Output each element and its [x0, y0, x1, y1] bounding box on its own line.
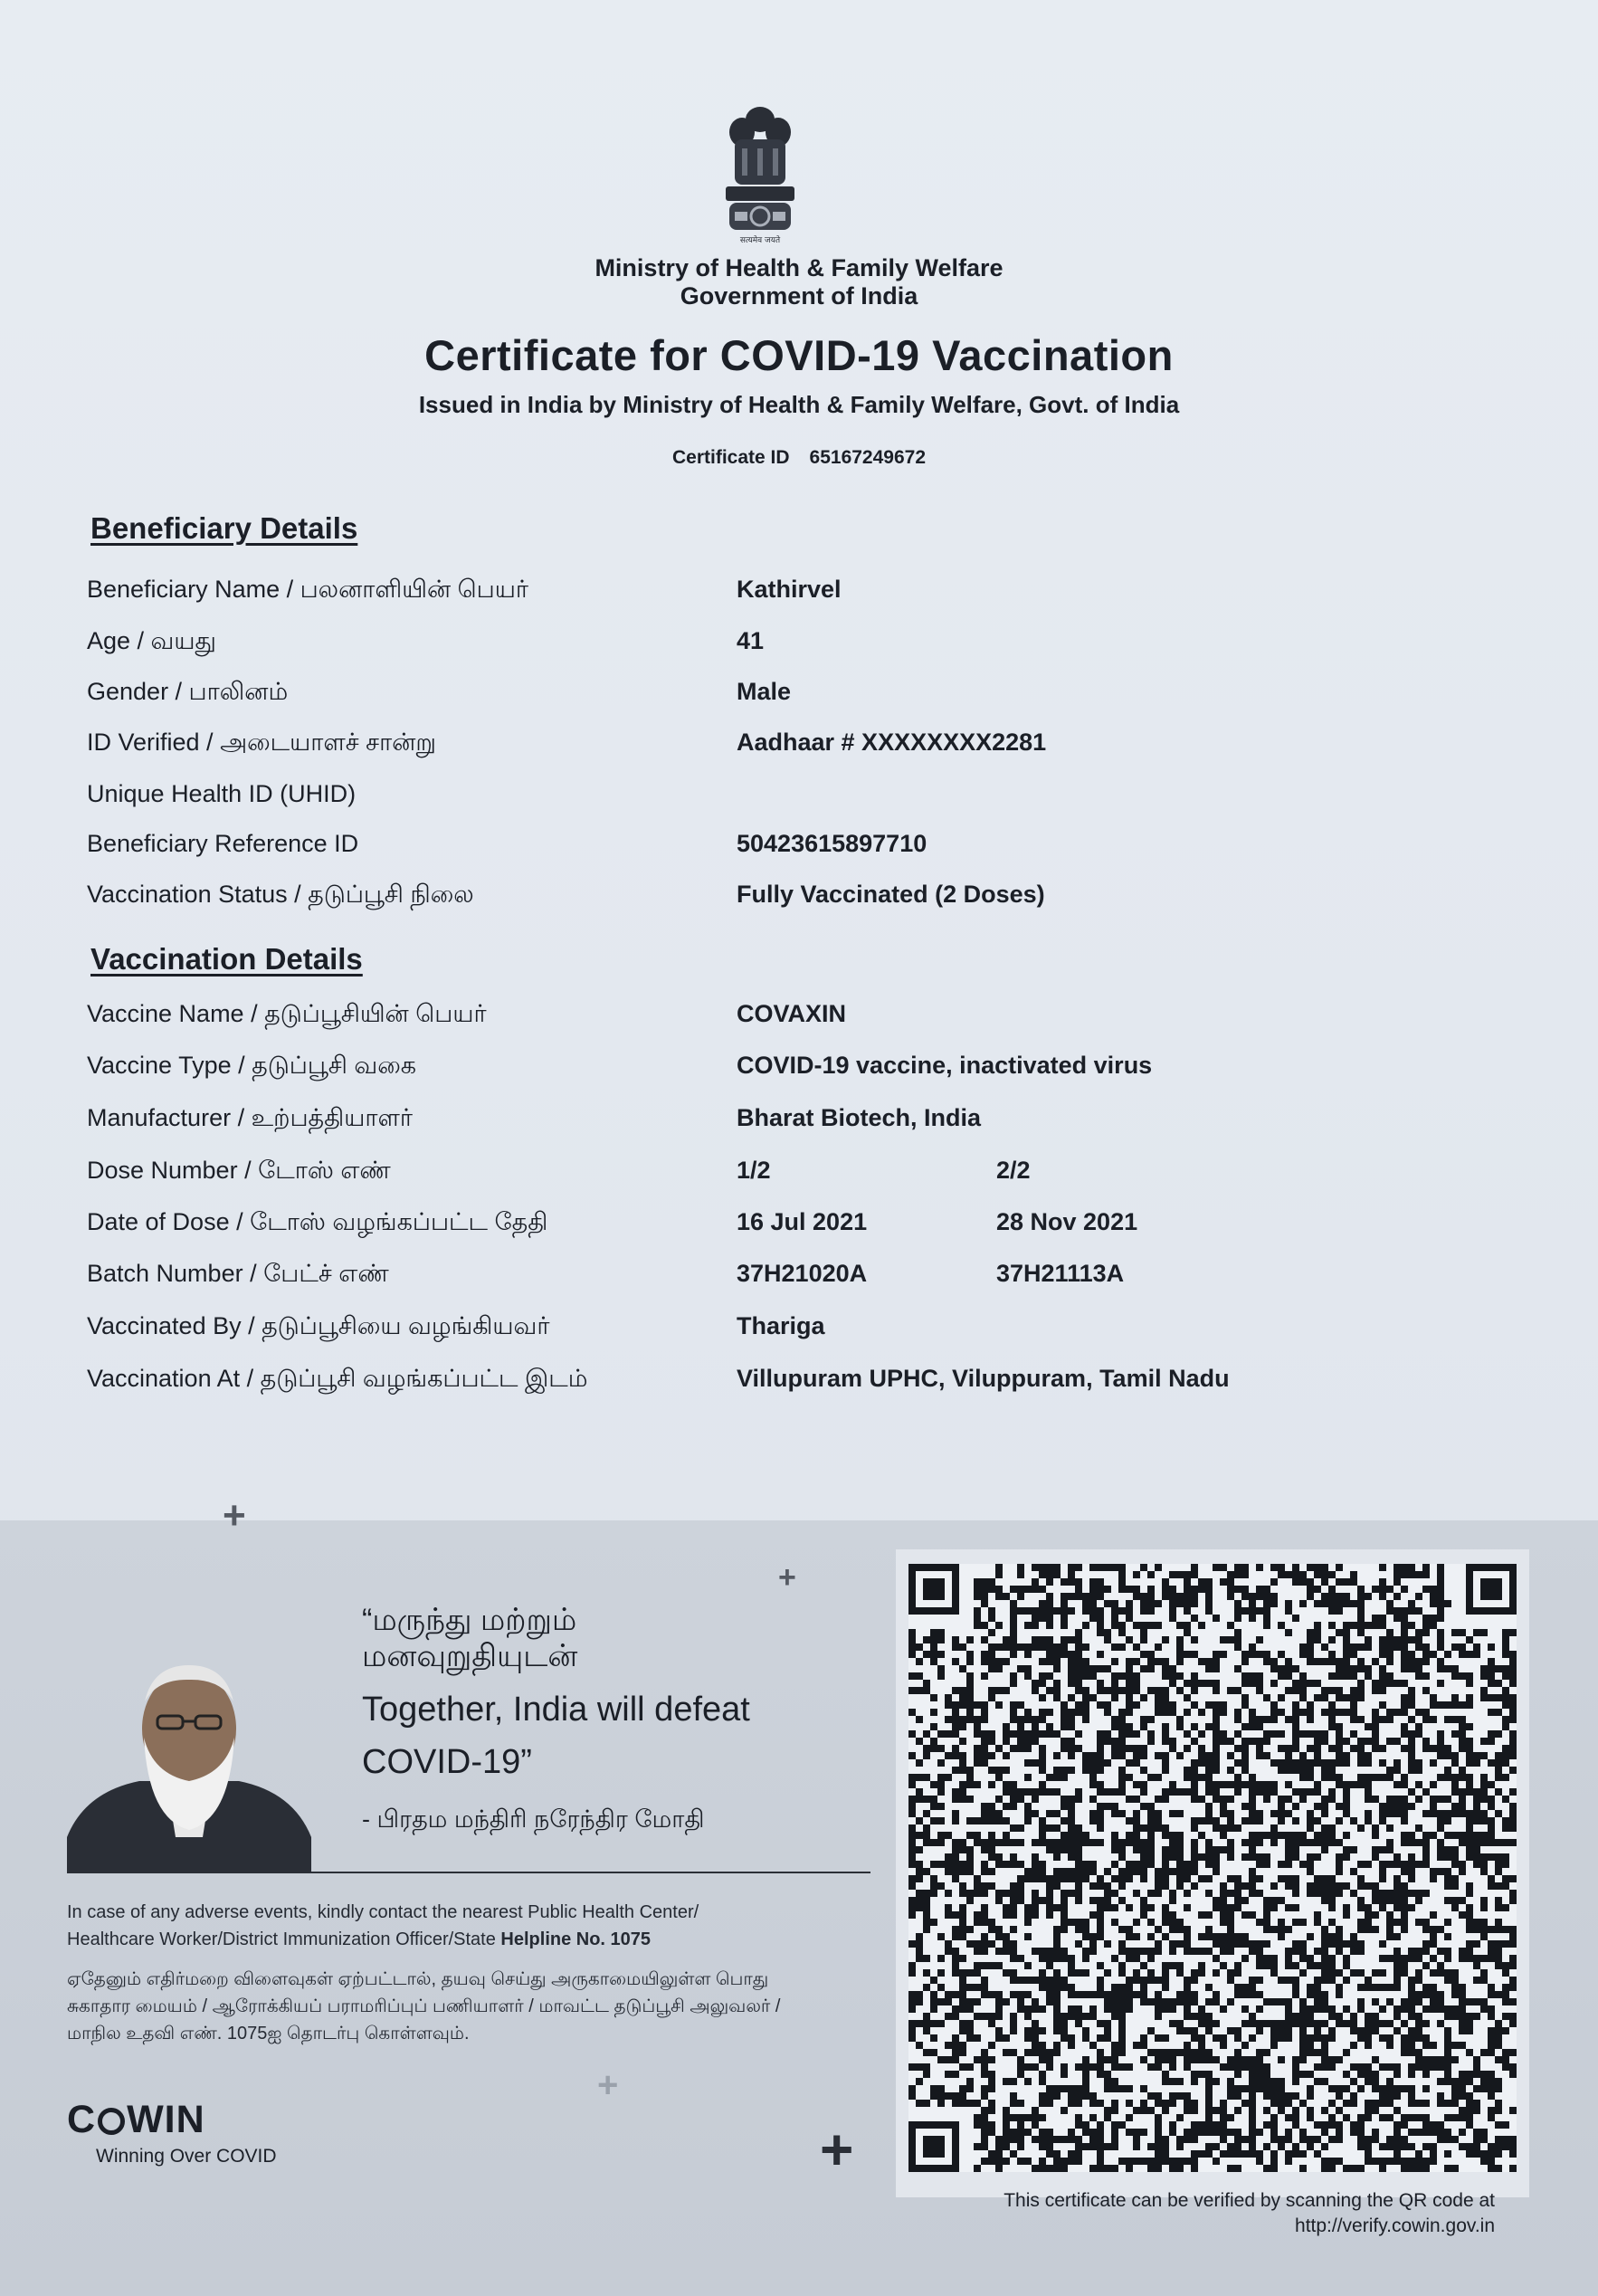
emblem-motto: सत्यमेव जयते	[739, 236, 781, 245]
plus-decoration-icon: +	[223, 1493, 246, 1538]
beneficiary-details-heading: Beneficiary Details	[90, 511, 358, 545]
helpline-number: Helpline No. 1075	[500, 1929, 652, 1949]
detail-label: Date of Dose / டோஸ் வழங்கப்பட்ட தேதி	[87, 1208, 548, 1235]
detail-label: Gender / பாலினம்	[87, 678, 289, 705]
adverse-line: ஏதேனும் எதிர்மறை விளைவுகள் ஏற்பட்டால், தயவு செய்து அருகாமையிலுள்ள பொது	[67, 1969, 769, 1989]
adverse-events-english	[67, 1899, 863, 1953]
verification-line: This certificate can be verified by scanning the QR code at	[1004, 2190, 1495, 2211]
detail-row-reference-id	[87, 830, 1535, 866]
adverse-line-text: Healthcare Worker/District Immunization Officer/State	[67, 1929, 501, 1949]
detail-label: Beneficiary Name / பலனாளியின் பெயர்	[87, 576, 528, 603]
detail-value-second: 28 Nov 2021	[996, 1208, 1138, 1235]
certificate-id	[0, 447, 1598, 469]
verification-note	[869, 2188, 1495, 2239]
government-name: Government of India	[680, 282, 918, 310]
detail-value: 16 Jul 2021	[737, 1208, 868, 1235]
vaccination-details-heading: Vaccination Details	[90, 942, 363, 976]
plus-decoration-icon: +	[820, 2117, 854, 2182]
detail-row-id-verified	[87, 729, 1535, 765]
detail-value: Thariga	[737, 1312, 825, 1339]
quote-tamil	[362, 1602, 577, 1674]
detail-row-date-of-dose	[87, 1208, 1535, 1244]
detail-label: Vaccination At / தடுப்பூசி வழங்கப்பட்ட இடம்	[87, 1365, 588, 1392]
detail-row-batch-number	[87, 1260, 1535, 1296]
detail-value-second: 2/2	[996, 1157, 1031, 1184]
cowin-tagline: Winning Over COVID	[96, 2146, 277, 2167]
certificate-title: Certificate for COVID-19 Vaccination	[424, 331, 1174, 379]
issued-by: Issued in India by Ministry of Health & Family Welfare, Govt. of India	[418, 391, 1180, 418]
detail-label: Beneficiary Reference ID	[87, 830, 359, 857]
detail-value: Aadhaar # XXXXXXXX2281	[737, 729, 1047, 756]
detail-value: Kathirvel	[737, 576, 842, 603]
certificate-id-label: Certificate ID	[671, 447, 790, 468]
detail-value: 1/2	[737, 1157, 771, 1184]
detail-row-vaccine-name	[87, 1000, 1535, 1036]
cowin-logo-win: WIN	[127, 2098, 205, 2141]
certificate-id-value: 65167249672	[809, 447, 927, 468]
quote-english	[362, 1683, 750, 1788]
detail-value: 41	[737, 627, 765, 654]
detail-value-second: 37H21113A	[996, 1260, 1125, 1287]
quote-attribution: - பிரதம மந்திரி நரேந்திர மோதி	[362, 1805, 705, 1833]
adverse-line: In case of any adverse events, kindly contact the nearest Public Health Center/	[67, 1902, 699, 1922]
adverse-events-tamil	[67, 1966, 863, 2047]
detail-value: Villupuram UPHC, Viluppuram, Tamil Nadu	[737, 1365, 1230, 1392]
quote-tamil-line: மனவுறுதியுடன்	[362, 1639, 578, 1673]
detail-row-vaccination-at	[87, 1365, 1535, 1401]
detail-label: Age / வயது	[87, 627, 216, 654]
detail-label: Batch Number / பேட்ச் எண்	[87, 1260, 389, 1287]
cowin-logo-c: C	[67, 2098, 97, 2141]
prime-minister-portrait	[67, 1629, 311, 1873]
detail-value: COVAXIN	[737, 1000, 847, 1027]
detail-value: 37H21020A	[737, 1260, 868, 1287]
detail-row-uhid	[87, 780, 1535, 816]
cowin-logo	[67, 2098, 205, 2142]
detail-row-vaccine-type	[87, 1052, 1535, 1088]
plus-decoration-icon: +	[778, 1560, 796, 1595]
detail-value: Male	[737, 678, 792, 705]
detail-label: Vaccinated By / தடுப்பூசியை வழங்கியவர்	[87, 1312, 550, 1339]
verification-qr-code	[908, 1564, 1517, 2172]
detail-row-dose-number	[87, 1157, 1535, 1193]
detail-row-age	[87, 627, 1535, 663]
ministry-name: Ministry of Health & Family Welfare	[594, 254, 1004, 281]
adverse-line: மாநில உதவி எண். 1075ஐ தொடர்பு கொள்ளவும்.	[67, 2024, 470, 2044]
quote-english-line: Together, India will defeat	[362, 1691, 750, 1729]
detail-row-manufacturer	[87, 1104, 1535, 1140]
detail-label: Vaccination Status / தடுப்பூசி நிலை	[87, 881, 474, 908]
adverse-line	[67, 1926, 863, 1953]
national-emblem-icon	[715, 101, 805, 246]
divider	[67, 1872, 870, 1873]
detail-label: Dose Number / டோஸ் எண்	[87, 1157, 391, 1184]
detail-label: ID Verified / அடையாளச் சான்று	[87, 729, 436, 756]
quote-english-line: COVID-19”	[362, 1743, 532, 1781]
detail-label: Vaccine Name / தடுப்பூசியின் பெயர்	[87, 1000, 487, 1027]
quote-tamil-line: “மருந்து மற்றும்	[362, 1603, 577, 1637]
plus-decoration-icon: +	[597, 2065, 619, 2105]
detail-row-vaccinated-by	[87, 1312, 1535, 1348]
cowin-plus-icon	[98, 2108, 125, 2135]
detail-value: COVID-19 vaccine, inactivated virus	[737, 1052, 1153, 1079]
detail-row-status	[87, 881, 1535, 917]
detail-row-name	[87, 576, 1535, 612]
detail-label: Manufacturer / உற்பத்தியாளர்	[87, 1104, 413, 1131]
detail-value: 50423615897710	[737, 830, 927, 857]
detail-value: Fully Vaccinated (2 Doses)	[737, 881, 1045, 908]
detail-row-gender	[87, 678, 1535, 714]
detail-label: Vaccine Type / தடுப்பூசி வகை	[87, 1052, 417, 1079]
detail-value: Bharat Biotech, India	[737, 1104, 982, 1131]
verification-url: http://verify.cowin.gov.in	[1295, 2215, 1495, 2236]
detail-label: Unique Health ID (UHID)	[87, 780, 357, 807]
adverse-line: சுகாதார மையம் / ஆரோக்கியப் பராமரிப்புப் பணியாளர் / மாவட்ட தடுப்பூசி அலுவலர் /	[67, 1996, 781, 2016]
